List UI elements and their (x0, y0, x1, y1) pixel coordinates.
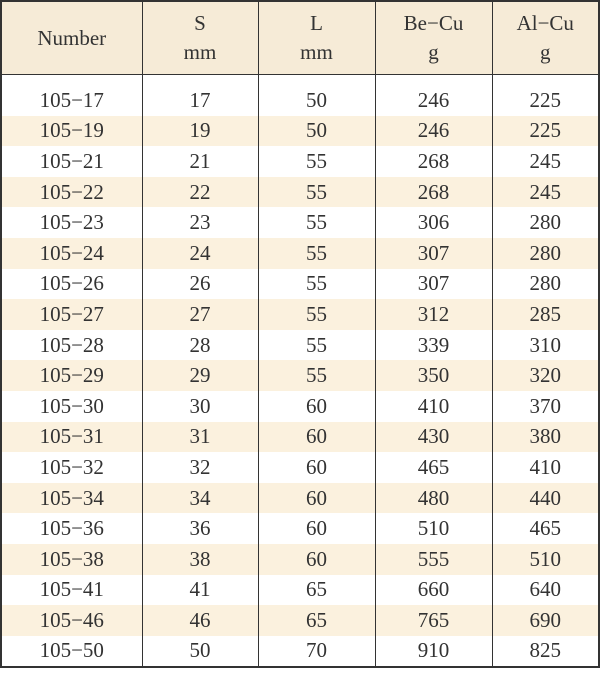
cell-l: 60 (258, 422, 375, 453)
table-row (1, 544, 599, 575)
cell-s: 46 (142, 605, 258, 636)
cell-be-cu: 307 (375, 238, 492, 269)
table-row (1, 269, 599, 300)
cell-s: 28 (142, 330, 258, 361)
cell-be-cu: 510 (375, 513, 492, 544)
header-number-label: Number (37, 25, 107, 50)
cell-l: 65 (258, 605, 375, 636)
cell-number: 105−23 (1, 207, 142, 238)
cell-al-cu: 310 (529, 332, 561, 357)
cell-s: 34 (142, 483, 258, 514)
cell-l: 55 (258, 269, 375, 300)
cell-l: 55 (258, 330, 375, 361)
header-al-cu-label: Al−Cu (516, 11, 574, 35)
cell-be-cu: 246 (375, 85, 492, 116)
cell-s: 17 (142, 85, 258, 116)
header-l (258, 1, 375, 75)
cell-l: 60 (258, 544, 375, 575)
header-be-cu-label: Be−Cu (403, 11, 464, 35)
spacer-row (1, 75, 599, 86)
cell-number: 105−17 (1, 85, 142, 116)
cell-al-cu: 690 (492, 605, 599, 636)
cell-al-cu: 225 (492, 116, 599, 147)
table-body (1, 75, 599, 668)
cell-l: 55 (258, 207, 375, 238)
cell-be-cu: 480 (375, 483, 492, 514)
cell-s: 36 (142, 513, 258, 544)
table-row (1, 391, 599, 422)
header-s-unit: mm (183, 40, 217, 64)
cell-s: 41 (142, 575, 258, 606)
cell-number: 105−24 (1, 238, 142, 269)
cell-al-cu: 440 (492, 483, 599, 514)
header-al-cu-unit: g (540, 40, 551, 64)
cell-al-cu: 245 (529, 148, 561, 173)
table-row (1, 85, 599, 116)
header-row (1, 1, 599, 75)
cell-al-cu: 825 (529, 638, 561, 663)
cell-al-cu: 510 (492, 544, 599, 575)
table-row (1, 177, 599, 208)
cell-l: 55 (258, 238, 375, 269)
cell-number: 105−34 (1, 483, 142, 514)
cell-number: 105−30 (1, 391, 142, 422)
cell-s: 27 (142, 299, 258, 330)
table-row (1, 299, 599, 330)
cell-number: 105−19 (1, 116, 142, 147)
cell-be-cu: 246 (375, 116, 492, 147)
table-row (1, 513, 599, 544)
cell-number: 105−28 (1, 330, 142, 361)
cell-number: 105−26 (1, 269, 142, 300)
cell-l: 70 (258, 636, 375, 668)
cell-number: 105−41 (1, 575, 142, 606)
cell-be-cu: 312 (375, 299, 492, 330)
header-s (142, 1, 258, 75)
cell-s: 31 (142, 422, 258, 453)
cell-s: 23 (142, 207, 258, 238)
cell-number: 105−27 (1, 299, 142, 330)
cell-al-cu: 285 (492, 299, 599, 330)
header-al-cu (492, 1, 599, 75)
cell-be-cu: 268 (375, 177, 492, 208)
cell-be-cu: 350 (375, 360, 492, 391)
header-be-cu-unit: g (428, 40, 439, 64)
header-l-label: L (310, 11, 323, 35)
cell-number: 105−31 (1, 422, 142, 453)
cell-al-cu: 225 (529, 87, 561, 112)
header-number (1, 1, 142, 75)
header-be-cu (375, 1, 492, 75)
cell-number: 105−38 (1, 544, 142, 575)
cell-l: 50 (258, 85, 375, 116)
cell-al-cu: 280 (529, 271, 561, 296)
cell-s: 30 (142, 391, 258, 422)
cell-s: 21 (142, 146, 258, 177)
table-row (1, 116, 599, 147)
cell-s: 22 (142, 177, 258, 208)
cell-al-cu: 640 (529, 577, 561, 602)
cell-be-cu: 268 (375, 146, 492, 177)
table-row (1, 483, 599, 514)
cell-be-cu: 306 (375, 207, 492, 238)
cell-s: 29 (142, 360, 258, 391)
table-row (1, 330, 599, 361)
cell-al-cu: 370 (529, 393, 561, 418)
cell-l: 55 (258, 177, 375, 208)
cell-be-cu: 660 (375, 575, 492, 606)
table-header (1, 1, 599, 75)
table-row (1, 605, 599, 636)
cell-be-cu: 765 (375, 605, 492, 636)
cell-number: 105−21 (1, 146, 142, 177)
cell-al-cu: 380 (492, 422, 599, 453)
table-row (1, 207, 599, 238)
cell-number: 105−46 (1, 605, 142, 636)
cell-s: 32 (142, 452, 258, 483)
cell-l: 55 (258, 146, 375, 177)
cell-l: 65 (258, 575, 375, 606)
cell-be-cu: 910 (375, 636, 492, 668)
cell-al-cu: 280 (529, 210, 561, 235)
cell-s: 26 (142, 269, 258, 300)
cell-l: 60 (258, 391, 375, 422)
cell-l: 60 (258, 483, 375, 514)
cell-l: 50 (258, 116, 375, 147)
cell-be-cu: 410 (375, 391, 492, 422)
table-row (1, 575, 599, 606)
header-l-unit: mm (300, 40, 333, 64)
cell-be-cu: 555 (375, 544, 492, 575)
cell-l: 60 (258, 452, 375, 483)
cell-s: 50 (142, 636, 258, 668)
cell-al-cu: 320 (492, 360, 599, 391)
table-row (1, 146, 599, 177)
table-row (1, 238, 599, 269)
cell-s: 24 (142, 238, 258, 269)
header-s-label: S (194, 11, 206, 35)
cell-be-cu: 307 (375, 269, 492, 300)
cell-al-cu: 245 (492, 177, 599, 208)
cell-number: 105−22 (1, 177, 142, 208)
cell-be-cu: 430 (375, 422, 492, 453)
cell-l: 55 (258, 299, 375, 330)
cell-l: 60 (258, 513, 375, 544)
cell-al-cu: 410 (529, 454, 561, 479)
table-row (1, 360, 599, 391)
table-row (1, 636, 599, 668)
table-row (1, 452, 599, 483)
cell-s: 38 (142, 544, 258, 575)
cell-be-cu: 339 (375, 330, 492, 361)
cell-l: 55 (258, 360, 375, 391)
cell-number: 105−32 (1, 452, 142, 483)
cell-number: 105−36 (1, 513, 142, 544)
cell-al-cu: 280 (492, 238, 599, 269)
cell-s: 19 (142, 116, 258, 147)
cell-number: 105−50 (1, 636, 142, 668)
table-row (1, 422, 599, 453)
cell-number: 105−29 (1, 360, 142, 391)
cell-al-cu: 465 (529, 516, 561, 541)
cell-be-cu: 465 (375, 452, 492, 483)
